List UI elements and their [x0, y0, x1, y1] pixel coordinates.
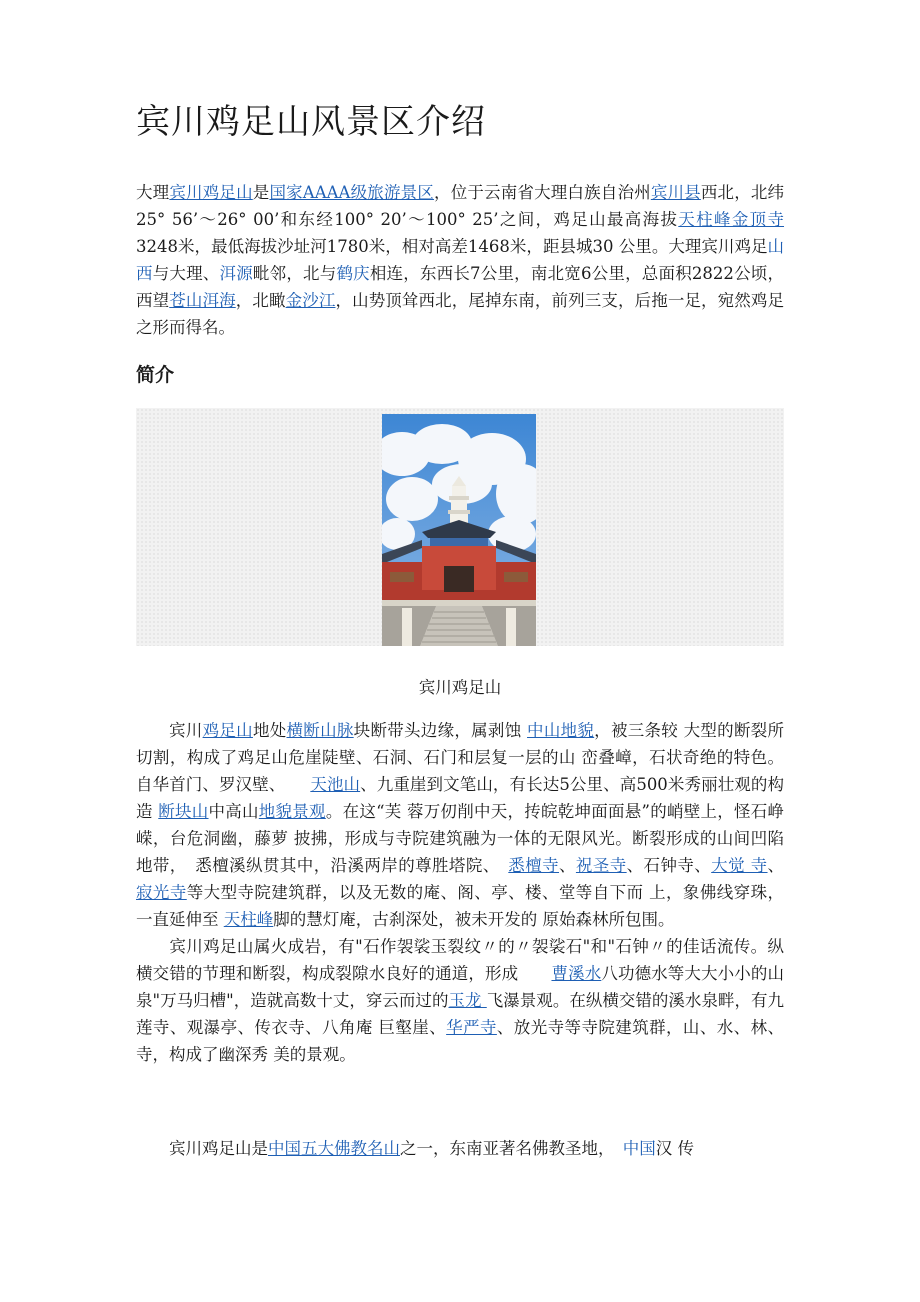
text-run: 脚的慧灯庵，古刹深处，被未开发的 原始森林所包围。: [273, 910, 675, 929]
highlighted-term: 山西: [136, 237, 784, 283]
highlighted-term: 洱源: [219, 264, 253, 283]
text-run: 毗邻，北与: [252, 264, 337, 283]
inline-link[interactable]: 国家AAAA级旅游景区: [269, 183, 435, 202]
page-title: 宾川鸡足山风景区介绍: [136, 102, 486, 142]
text-run: 、放光寺等寺院建筑群，山、水、林、寺，构成了幽深秀 美的景观。: [136, 1018, 785, 1064]
text-run: 中高山: [208, 802, 259, 821]
text-run: 飞瀑景观。在纵横交错的溪水泉畔，有九莲寺、观瀑亭、传衣寺、八角庵 巨壑崖、: [136, 991, 785, 1037]
inline-link[interactable]: 横断山脉: [286, 721, 354, 740]
inline-link[interactable]: 曹溪水: [551, 964, 602, 983]
text-run: ，被三条较 大型的断裂所切割，构成了鸡足山危崖陡壁、石洞、石门和层复一层的山 峦叠嶂，石状奇绝的特色。自华首门、罗汉壁、: [136, 721, 785, 794]
text-run: 之一，东南亚著名佛教圣地，: [400, 1139, 623, 1158]
inline-link[interactable]: 地貌景观: [258, 802, 326, 821]
section-heading: 简介: [136, 364, 175, 386]
inline-link[interactable]: 悉檀寺: [508, 856, 560, 875]
figure-frame: [136, 408, 784, 646]
intro-paragraph: [136, 179, 784, 341]
text-run: 大理: [136, 183, 170, 202]
inline-link[interactable]: 断块山: [158, 802, 209, 821]
inline-link[interactable]: 宾川县: [650, 183, 701, 202]
text-run: 宾川: [169, 721, 203, 740]
text-run: 、九重崖到文笔山，有长达5公里、高500米秀丽壮观的构造: [136, 775, 785, 821]
text-run: ，位于云南省大理白族自治州: [434, 183, 651, 202]
text-run: 宾川鸡足山是: [169, 1139, 268, 1158]
text-run: 等大型寺院建筑群，以及无数的庵、阁、亭、楼、堂等自下而 上，象佛线穿珠，一直延伸至: [136, 883, 785, 929]
inline-link[interactable]: 中山地貌: [527, 721, 595, 740]
inline-link[interactable]: 祝圣寺: [575, 856, 627, 875]
highlighted-term: 鹤庆: [336, 264, 370, 283]
inline-link[interactable]: 天柱峰: [223, 910, 274, 929]
text-run: 与大理、: [152, 264, 220, 283]
inline-link[interactable]: 华严寺: [446, 1018, 497, 1037]
text-run: ，山势顶耸西北，尾掉东南，前列三支，后拖一足，宛然鸡足之形而得名。: [136, 291, 785, 337]
text-run: 是: [252, 183, 270, 202]
text-run: 地处: [252, 721, 287, 740]
highlighted-term: 中国: [622, 1139, 656, 1158]
text-run: 宾川鸡足山属火成岩，有"石作袈裟玉裂纹〃的〃袈裟石"和"石钟〃的佳话流传。纵横交错的节理和断裂，构成裂隙水良好的通道，形成: [136, 937, 784, 983]
text-run: 。在这“芙 蓉万仞削中天，抟皖乾坤面面悬”的峭壁上，怪石峥嵘，台危洞幽，藤萝 披拂，形成与寺院建筑融为一体的无限风光。断裂形成的山间凹陷地带， 悉檀溪纵贯其中，沿溪两岸的尊胜塔院、: [136, 802, 785, 875]
inline-link[interactable]: 大觉 寺: [711, 856, 768, 875]
text-run: 西北，北纬25° 56’～26° 00’和东经100° 20’～100° 25’之间，鸡足山最高海拔: [136, 183, 785, 229]
body-paragraph-3: [136, 1135, 784, 1162]
inline-link[interactable]: 金沙江: [285, 291, 336, 310]
inline-link[interactable]: 苍山洱海: [169, 291, 236, 310]
text-run: ，北瞰: [235, 291, 286, 310]
inline-link[interactable]: 宾川鸡足山: [169, 183, 253, 202]
text-run: 、石钟寺、: [626, 856, 712, 875]
text-run: 、: [559, 856, 576, 875]
text-run: 3248米，最低海拔沙址河1780米，相对高差1468米，距县城30 公里。大理宾川鸡足: [136, 237, 768, 256]
text-run: 块断带头边缘，属剥蚀: [353, 721, 528, 740]
inline-link[interactable]: 中国五大佛教名山: [268, 1139, 400, 1158]
inline-link[interactable]: 鸡足山: [202, 721, 253, 740]
inline-link[interactable]: 天池山: [310, 775, 361, 794]
inline-link[interactable]: 玉龙: [448, 991, 487, 1010]
text-run: 、: [767, 856, 785, 875]
body-paragraph-1: [136, 717, 784, 1068]
text-run: 汉 传: [655, 1139, 694, 1158]
inline-link[interactable]: 寂光寺: [136, 883, 187, 902]
figure-caption: 宾川鸡足山: [418, 678, 502, 697]
jizushan-photo: [382, 414, 536, 646]
text-run: 八功德水等大大小小的山泉"万马归槽"，造就高数十丈，穿云而过的: [136, 964, 785, 1010]
inline-link[interactable]: 天柱峰金顶寺: [678, 210, 785, 229]
text-run: 相连，东西长7公里，南北宽6公里，总面积2822公顷，西望: [136, 264, 784, 310]
stairs: [382, 606, 536, 646]
